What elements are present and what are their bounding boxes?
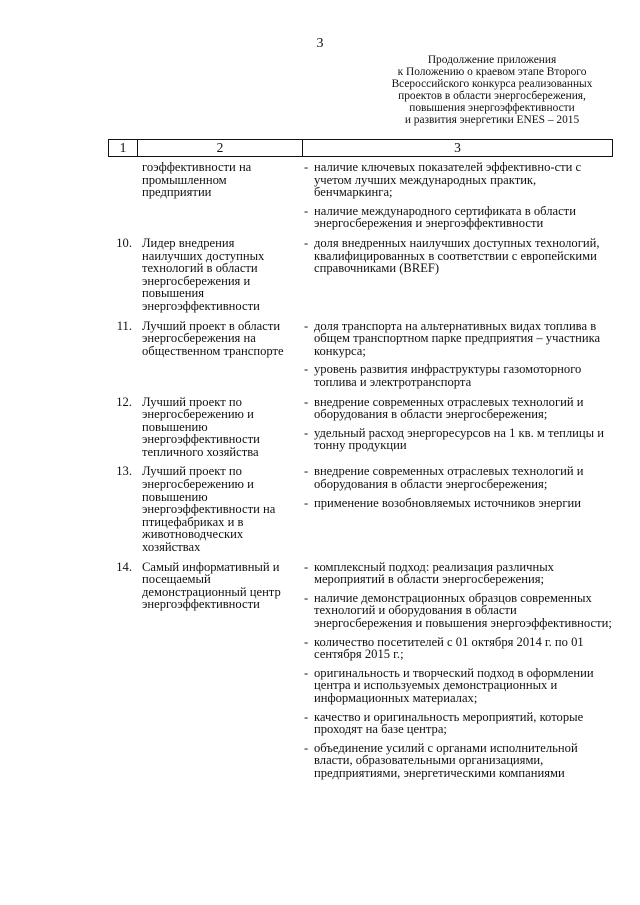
table-body xyxy=(108,161,613,780)
criterion-item: - наличие ключевых показателей эффективно-сти с учетом лучших международных практик, бенчмаркинга; xyxy=(304,161,613,199)
criterion-item: - внедрение современных отраслевых технологий и оборудования в области энергосбережения; xyxy=(304,465,613,490)
column-header-nomination: 2 xyxy=(138,140,303,156)
table-row xyxy=(108,396,613,459)
criterion-item: - доля транспорта на альтернативных видах топлива в общем транспортном парке предприятия – участника конкурса; xyxy=(304,320,613,358)
row-number: 12. xyxy=(116,394,132,409)
table-row xyxy=(108,465,613,553)
criterion-item: - оригинальность и творческий подход в оформлении центра и используемых демонстрационных и информационных материалах; xyxy=(304,667,613,705)
criteria-list xyxy=(300,161,613,230)
criterion-item: - количество посетителей с 01 октября 2014 г. по 01 сентября 2015 г.; xyxy=(304,636,613,661)
criterion-item: - внедрение современных отраслевых технологий и оборудования в области энергосбережения; xyxy=(304,396,613,421)
row-number: 13. xyxy=(116,464,132,479)
criterion-item: - наличие демонстрационных образцов современных технологий и оборудования в области энергосбережения и повышения энергоэффективности; xyxy=(304,592,613,630)
criterion-item: - наличие международного сертификата в области энергосбережения и энергоэффективности xyxy=(304,205,613,230)
header-note-line: Продолжение приложения xyxy=(427,54,557,66)
table-row xyxy=(108,561,613,780)
column-header-criteria: 3 xyxy=(454,139,461,155)
row-number: 11. xyxy=(116,318,132,333)
header-note-line: к Положению о краевом этапе Второго xyxy=(397,66,587,78)
nomination-name: Лучший проект по энергосбережению и повышению энергоэффективности на птицефабриках и в животноводческих хозяйствах xyxy=(142,464,276,555)
criteria-list xyxy=(300,396,613,452)
nomination-name: Лучший проект по энергосбережению и повышению энергоэффективности тепличного хозяйства xyxy=(142,394,260,459)
criterion-item: - удельный расход энергоресурсов на 1 кв. м теплицы и тонну продукции xyxy=(304,427,613,452)
criteria-list xyxy=(300,320,613,389)
header-note-line: повышения энергоэффективности xyxy=(409,102,575,114)
page-number: 3 xyxy=(316,36,324,51)
column-header-number: 1 xyxy=(109,140,138,156)
table-row xyxy=(108,161,613,230)
criterion-item: - объединение усилий с органами исполнительной власти, образовательными организациями, предприятиями, энергетическими компаниями xyxy=(304,742,613,780)
row-number: 10. xyxy=(116,235,132,250)
criterion-item: - доля внедренных наилучших доступных технологий, квалифицированных в соответствии с европейскими справочниками (BREF) xyxy=(304,237,613,275)
header-note-line: и развития энергетики ENES – 2015 xyxy=(404,114,580,126)
criterion-item: - комплексный подход: реализация различных мероприятий в области энергосбережения; xyxy=(304,561,613,586)
nomination-name: Лидер внедрения наилучших доступных технологий в области энергосбережения и повышения энергоэффективности xyxy=(142,235,265,313)
criteria-list xyxy=(300,561,613,780)
criteria-list xyxy=(300,465,613,509)
nomination-name: гоэффективности на промышленном предприятии xyxy=(142,160,252,200)
criterion-item: - уровень развития инфраструктуры газомоторного топлива и электротранспорта xyxy=(304,363,613,388)
nomination-name: Самый информативный и посещаемый демонстрационный центр энергоэффективности xyxy=(142,559,281,612)
nomination-name: Лучший проект в области энергосбережения на общественном транспорте xyxy=(142,318,284,358)
appendix-header-note xyxy=(372,54,612,126)
header-note-line: Всероссийского конкурса реализованных xyxy=(391,78,593,90)
row-number: 14. xyxy=(116,559,132,574)
criteria-table xyxy=(108,139,613,780)
criteria-list xyxy=(300,237,613,275)
criterion-item: - применение возобновляемых источников энергии xyxy=(304,497,613,510)
criterion-item: - качество и оригинальность мероприятий, которые проходят на базе центра; xyxy=(304,711,613,736)
header-note-line: проектов в области энергосбережения, xyxy=(398,90,586,102)
table-row xyxy=(108,237,613,313)
table-row xyxy=(108,320,613,389)
table-header-row xyxy=(108,139,613,157)
